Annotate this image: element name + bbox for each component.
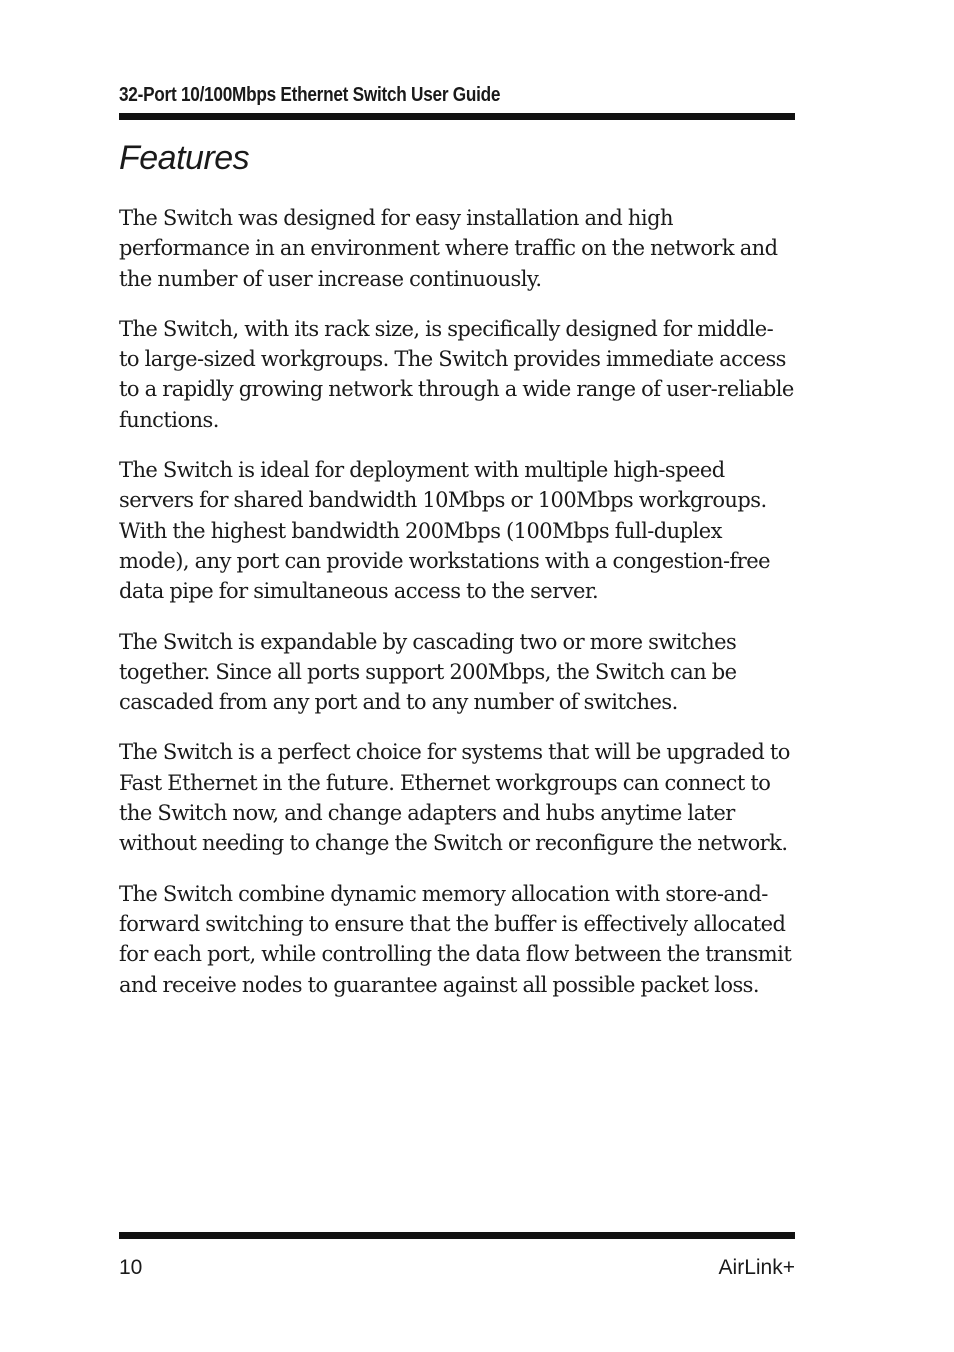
paragraph: The Switch was designed for easy installation and high performance in an environment where traffic on the network and the number of user increase continuously.	[119, 206, 778, 291]
body-text	[119, 203, 795, 1020]
running-header: 32-Port 10/100Mbps Ethernet Switch User Guide	[119, 84, 501, 106]
paragraph: The Switch, with its rack size, is specifically designed for middle- to large-sized workgroups. The Switch provides immediate access to a rapidly growing network through a wide range of user-reliable functions.	[119, 316, 794, 432]
paragraph: The Switch combine dynamic memory allocation with store-and-forward switching to ensure that the buffer is effectively allocated for each port, while controlling the data flow between the transmit and receive nodes to guarantee against all possible packet loss.	[119, 881, 792, 997]
paragraph: The Switch is ideal for deployment with multiple high-speed servers for shared bandwidth 10Mbps or 100Mbps workgroups. With the highest bandwidth 200Mbps (100Mbps full-duplex mode), any port can provide workstations with a congestion-free data pipe for simultaneous access to the server.	[119, 458, 770, 604]
page-number: 10	[119, 1256, 143, 1279]
paragraph: The Switch is a perfect choice for systems that will be upgraded to Fast Ethernet in the future. Ethernet workgroups can connect to the Switch now, and change adapters and hubs anytime later without needing to change the Switch or reconfigure the network.	[119, 740, 790, 856]
brand-name: AirLink+	[718, 1256, 795, 1279]
footer-rule	[119, 1232, 795, 1239]
header-rule	[119, 113, 795, 120]
section-heading: Features	[119, 139, 250, 177]
paragraph: The Switch is expandable by cascading two or more switches together. Since all ports support 200Mbps, the Switch can be cascaded from any port and to any number of switches.	[119, 629, 737, 715]
